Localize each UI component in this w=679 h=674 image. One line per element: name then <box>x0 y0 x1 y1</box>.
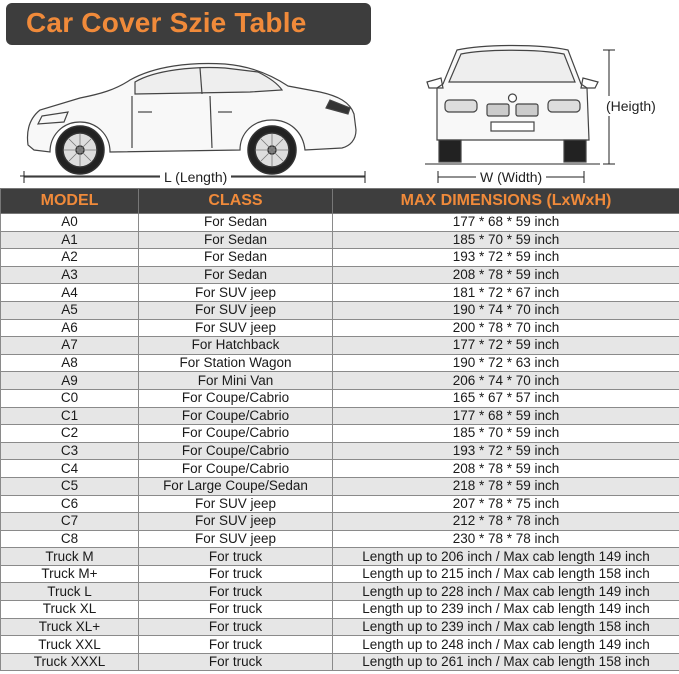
model-cell: A0 <box>1 214 139 232</box>
dimensions-cell: 185 * 70 * 59 inch <box>333 231 679 249</box>
class-cell: For Sedan <box>139 214 333 232</box>
dimensions-cell: 190 * 74 * 70 inch <box>333 301 679 319</box>
car-front-view-illustration <box>425 40 600 168</box>
class-cell: For Sedan <box>139 231 333 249</box>
table-row <box>1 425 679 443</box>
table-row <box>1 442 679 460</box>
dimensions-cell: 206 * 74 * 70 inch <box>333 372 679 390</box>
class-cell: For SUV jeep <box>139 495 333 513</box>
model-cell: A9 <box>1 372 139 390</box>
model-cell: Truck XXXL <box>1 653 139 671</box>
dimensions-cell: 230 * 78 * 78 inch <box>333 530 679 548</box>
model-cell: C1 <box>1 407 139 425</box>
model-cell: Truck XL <box>1 601 139 619</box>
table-row <box>1 565 679 583</box>
model-cell: C3 <box>1 442 139 460</box>
dimensions-cell: 177 * 72 * 59 inch <box>333 337 679 355</box>
dimensions-cell: 208 * 78 * 59 inch <box>333 266 679 284</box>
dimensions-cell: Length up to 215 inch / Max cab length 158 inch <box>333 565 679 583</box>
class-cell: For truck <box>139 548 333 566</box>
dimensions-cell: 212 * 78 * 78 inch <box>333 513 679 531</box>
dimensions-cell: 177 * 68 * 59 inch <box>333 407 679 425</box>
dimensions-cell: Length up to 239 inch / Max cab length 158 inch <box>333 618 679 636</box>
size-table <box>0 188 679 671</box>
model-cell: Truck XL+ <box>1 618 139 636</box>
model-cell: Truck L <box>1 583 139 601</box>
model-cell: C6 <box>1 495 139 513</box>
table-row <box>1 601 679 619</box>
model-cell: A5 <box>1 301 139 319</box>
table-row <box>1 389 679 407</box>
dimensions-cell: 193 * 72 * 59 inch <box>333 442 679 460</box>
class-cell: For Large Coupe/Sedan <box>139 477 333 495</box>
class-cell: For truck <box>139 565 333 583</box>
model-cell: A1 <box>1 231 139 249</box>
class-cell: For Coupe/Cabrio <box>139 389 333 407</box>
class-cell: For Sedan <box>139 266 333 284</box>
column-header-max-dimensions: MAX DIMENSIONS (LxWxH) <box>333 189 679 214</box>
table-row <box>1 354 679 372</box>
table-row <box>1 214 679 232</box>
class-cell: For Mini Van <box>139 372 333 390</box>
height-label: (Heigth) <box>606 98 656 114</box>
class-cell: For SUV jeep <box>139 319 333 337</box>
model-cell: A7 <box>1 337 139 355</box>
width-label: W (Width) <box>476 169 546 185</box>
dimensions-cell: 177 * 68 * 59 inch <box>333 214 679 232</box>
table-row <box>1 495 679 513</box>
dimensions-cell: 200 * 78 * 70 inch <box>333 319 679 337</box>
model-cell: A4 <box>1 284 139 302</box>
dimensions-cell: 218 * 78 * 59 inch <box>333 477 679 495</box>
dimensions-cell: 193 * 72 * 59 inch <box>333 249 679 267</box>
model-cell: Truck XXL <box>1 636 139 654</box>
table-row <box>1 530 679 548</box>
dimensions-cell: Length up to 228 inch / Max cab length 149 inch <box>333 583 679 601</box>
model-cell: C5 <box>1 477 139 495</box>
dimensions-cell: 207 * 78 * 75 inch <box>333 495 679 513</box>
table-row <box>1 249 679 267</box>
model-cell: C0 <box>1 389 139 407</box>
dimensions-cell: 190 * 72 * 63 inch <box>333 354 679 372</box>
model-cell: C8 <box>1 530 139 548</box>
class-cell: For SUV jeep <box>139 301 333 319</box>
table-row <box>1 407 679 425</box>
dimensions-cell: 165 * 67 * 57 inch <box>333 389 679 407</box>
column-header-class: CLASS <box>139 189 333 214</box>
table-row <box>1 460 679 478</box>
table-row <box>1 618 679 636</box>
class-cell: For SUV jeep <box>139 530 333 548</box>
class-cell: For Station Wagon <box>139 354 333 372</box>
model-cell: C7 <box>1 513 139 531</box>
class-cell: For truck <box>139 601 333 619</box>
length-label: L (Length) <box>160 169 231 185</box>
table-row <box>1 636 679 654</box>
class-cell: For Hatchback <box>139 337 333 355</box>
model-cell: A3 <box>1 266 139 284</box>
table-row <box>1 477 679 495</box>
table-row <box>1 319 679 337</box>
dimensions-cell: 185 * 70 * 59 inch <box>333 425 679 443</box>
model-cell: A8 <box>1 354 139 372</box>
table-row <box>1 372 679 390</box>
class-cell: For truck <box>139 618 333 636</box>
class-cell: For truck <box>139 583 333 601</box>
class-cell: For Coupe/Cabrio <box>139 407 333 425</box>
table-row <box>1 337 679 355</box>
dimensions-cell: Length up to 206 inch / Max cab length 149 inch <box>333 548 679 566</box>
table-row <box>1 548 679 566</box>
class-cell: For SUV jeep <box>139 284 333 302</box>
class-cell: For truck <box>139 653 333 671</box>
model-cell: A2 <box>1 249 139 267</box>
dimensions-cell: 208 * 78 * 59 inch <box>333 460 679 478</box>
class-cell: For SUV jeep <box>139 513 333 531</box>
model-cell: A6 <box>1 319 139 337</box>
class-cell: For Sedan <box>139 249 333 267</box>
dimensions-cell: Length up to 261 inch / Max cab length 158 inch <box>333 653 679 671</box>
table-row <box>1 284 679 302</box>
class-cell: For Coupe/Cabrio <box>139 460 333 478</box>
table-row <box>1 301 679 319</box>
model-cell: C2 <box>1 425 139 443</box>
model-cell: C4 <box>1 460 139 478</box>
class-cell: For truck <box>139 636 333 654</box>
car-side-view-illustration <box>20 50 365 185</box>
dimensions-cell: Length up to 248 inch / Max cab length 149 inch <box>333 636 679 654</box>
model-cell: Truck M+ <box>1 565 139 583</box>
page-title: Car Cover Szie Table <box>26 7 307 38</box>
column-header-model: MODEL <box>1 189 139 214</box>
table-row <box>1 513 679 531</box>
table-row <box>1 583 679 601</box>
table-row <box>1 266 679 284</box>
title-banner <box>6 3 371 45</box>
table-row <box>1 653 679 671</box>
dimensions-cell: 181 * 72 * 67 inch <box>333 284 679 302</box>
dimensions-cell: Length up to 239 inch / Max cab length 149 inch <box>333 601 679 619</box>
class-cell: For Coupe/Cabrio <box>139 442 333 460</box>
class-cell: For Coupe/Cabrio <box>139 425 333 443</box>
table-header-row <box>1 189 679 214</box>
model-cell: Truck M <box>1 548 139 566</box>
table-row <box>1 231 679 249</box>
